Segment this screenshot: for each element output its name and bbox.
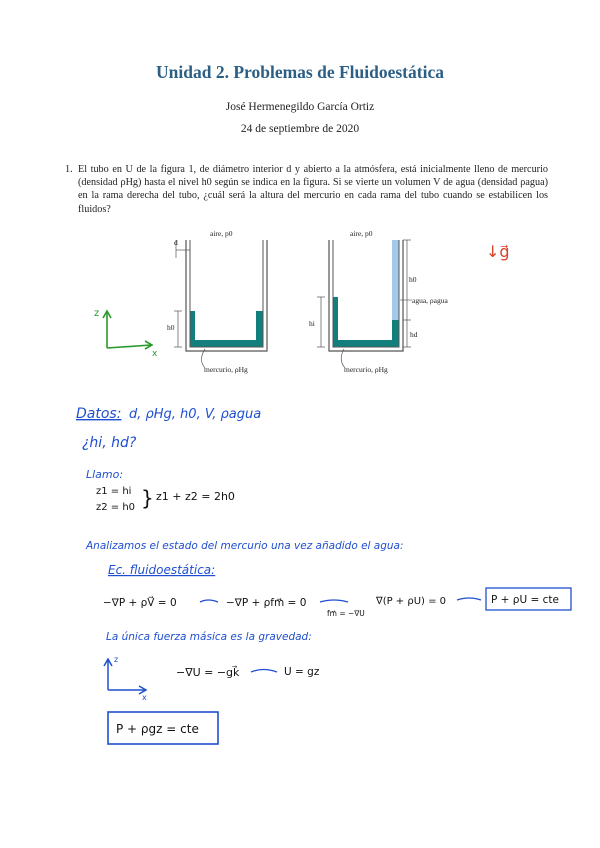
eq1: −∇P + ρV⃗ = 0 [103,597,177,609]
axes-icon-green [103,311,152,349]
mercury-label-right: mercurio, ρHg [344,365,388,374]
eq5: U = gz [284,666,320,678]
gravity-line: La única fuerza másica es la gravedad: [106,631,312,643]
llamo-label: Llamo: [86,468,124,481]
u-tube-right [317,240,412,368]
u-tube-left [174,240,267,368]
hi-label: hi [309,319,315,328]
eq2: −∇P + ρfm⃗ = 0 [226,597,307,609]
water-label: agua, ρagua [412,296,448,305]
hd-label: hd [410,330,418,339]
mercury-fill-bottom [190,340,263,347]
problem-text: El tubo en U de la figura 1, de diámetro interior d y abierto a la atmósfera, está inicialmente lleno de mercurio (densidad ρHg) hasta el nivel h0 según se indica en la figura. Si se vierte un volumen V de agua (densidad ρagua) en la rama derecha del tubo, ¿cuál será la altura del mercurio en cada rama del tubo cuando se estabilicen los fluidos? [78,164,548,215]
final-equation: P + ρgz = cte [116,722,199,736]
mercury-fill-right [256,311,263,347]
mercury-fill-bottom-right [333,340,399,347]
axis-x2-label: x [142,693,147,702]
ec-label: Ec. fluidoestática: [108,563,216,577]
problem-number: 1. [65,164,73,175]
mercury-fill-left-arm [333,297,338,347]
water-fill [392,240,399,320]
gravity-vector-label: ↓g⃗ [486,242,510,261]
axis-z2-label: z [114,655,119,664]
fm-relation: fm⃗ = −∇U [327,609,365,618]
axis-x-label: x [152,349,158,359]
author: José Hermenegildo García Ortiz [225,101,375,113]
page-title: Unidad 2. Problemas de Fluidoestática [156,62,444,82]
datos-label: Datos: [76,406,122,422]
z2-def: z2 = h0 [96,502,136,513]
eq4: −∇U = −gk⃗ [176,666,240,679]
h0-label-right: h0 [409,275,417,284]
date: 24 de septiembre de 2020 [240,123,360,135]
mercury-fill-right-arm [392,320,399,347]
eq3: ∇(P + ρU) = 0 [376,596,447,607]
mercury-label-left: mercurio, ρHg [204,365,248,374]
axes-icon-blue [104,659,146,694]
axis-z-label: z [94,308,100,319]
analysis-line: Analizamos el estado del mercurio una vez añadido el agua: [86,540,404,552]
datos-values: d, ρHg, h0, V, ρagua [129,407,262,422]
d-label: d [174,238,178,247]
unknowns: ¿hi, hd? [82,435,137,451]
air-label-left: aire, p0 [210,229,233,238]
h0-label-left: h0 [167,323,175,332]
z1-def: z1 = hi [96,486,132,497]
air-label-right: aire, p0 [350,229,373,238]
z-sum: z1 + z2 = 2h0 [156,490,235,503]
brace: } [141,486,154,510]
result-1: P + ρU = cte [491,594,559,606]
